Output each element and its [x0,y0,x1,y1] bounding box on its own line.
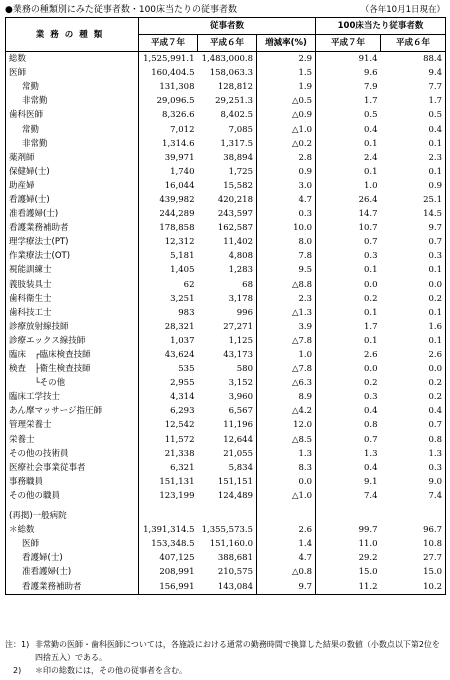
row-value: 1.7 [381,94,446,108]
row-value: 8.9 [257,390,316,404]
row-value: 1,483,000.8 [198,52,257,67]
row-label: 准看護婦(士) [6,565,139,579]
row-value: 9.6 [363,68,378,79]
row-value: 3,960 [198,390,257,404]
row-value: 1.9 [257,80,316,94]
row-value: 2.9 [257,52,316,67]
row-value: 131,308 [159,82,195,93]
row-value: 29.2 [358,553,378,564]
row-label: 看護業務補助者 [6,579,139,594]
row-value: 0.9 [381,179,446,193]
row-value: 0.3 [381,461,446,475]
row-label: 看護婦(士) [6,193,139,207]
row-label: 非常勤 [6,137,139,151]
row-value: 8.0 [257,235,316,249]
column-header-job-type: 業務の種類 [6,18,139,52]
subheader-h7: 平成７年 [139,35,198,52]
row-value: 0.3 [257,207,316,221]
row-value: 244,289 [159,209,195,220]
row-value: 151,151 [198,475,257,489]
row-value: 1,317.5 [198,137,257,151]
row-value: △1.3 [257,306,316,320]
row-value: 178,858 [159,223,195,234]
row-value: △8.5 [257,433,316,447]
row-value: 8,402.5 [198,108,257,122]
table-row [6,122,446,136]
row-value: 0.9 [257,165,316,179]
group-header-staff: 従事者数 [139,18,316,35]
table-row [6,235,446,249]
row-value: 156,991 [139,579,198,594]
row-value: 9.1 [363,476,378,487]
row-value: 0.2 [381,292,446,306]
row-value: 1,391,314.5 [143,525,195,536]
row-label: 医療社会事業従事者 [6,461,139,475]
row-label: 看護業務補助者 [6,221,139,235]
row-label: その他の技術員 [6,447,139,461]
row-value: 16,044 [164,180,195,191]
row-value: △8.8 [257,278,316,292]
row-value: 0.4 [363,124,378,135]
row-value: 11.0 [358,539,378,550]
table-row [6,193,446,207]
row-value: 143,084 [198,579,257,594]
row-label: 保健婦(士) [6,165,139,179]
table-row [6,433,446,447]
row-value: 1.0 [257,348,316,362]
row-value: 29,096.5 [156,96,195,107]
row-value: 388,681 [198,551,257,565]
row-value: 12,312 [164,237,195,248]
table-row [6,137,446,151]
row-label: ＊総数 [6,523,139,537]
row-label: 准看護婦(士) [6,207,139,221]
row-label: 理学療法士(PT) [6,235,139,249]
row-label: 医師 [6,66,139,80]
row-value: 4.7 [257,551,316,565]
row-value: 9.0 [381,475,446,489]
row-value: 123,199 [159,490,195,501]
table-row [6,306,446,320]
row-label: 診療放射線技師 [6,320,139,334]
row-value: 3,178 [198,292,257,306]
row-value: 1,355,573.5 [198,523,257,537]
table-row [6,80,446,94]
row-label: 総数 [6,52,139,67]
row-value: 21,338 [164,448,195,459]
row-value: 0.1 [363,166,378,177]
row-value: 10.2 [381,579,446,594]
row-value: 0.4 [363,462,378,473]
row-value: 0.1 [381,165,446,179]
row-value: 243,597 [198,207,257,221]
table-row [6,348,446,362]
row-value: 7.7 [381,80,446,94]
row-value: 580 [198,362,257,376]
row-value: 208,991 [159,567,195,578]
table-row [6,475,446,489]
row-value: 7.9 [363,82,378,93]
row-value: 0.7 [363,237,378,248]
row-value: 21,055 [198,447,257,461]
table-title: ●業務の種類別にみた従事者数・100床当たりの従事者数 [5,5,238,15]
row-value: 25.1 [381,193,446,207]
row-label: あん摩マッサージ指圧師 [6,404,139,418]
row-value: 2.6 [381,348,446,362]
row-value: 0.1 [363,138,378,149]
row-value: △1.0 [257,489,316,503]
table-row [6,551,446,565]
row-value: 0.5 [381,108,446,122]
row-value: 8,326.6 [162,110,195,121]
row-value: 0.1 [381,137,446,151]
row-label: 歯科技工士 [6,306,139,320]
table-row [6,523,446,537]
row-label: 医師 [6,537,139,551]
row-value: 99.7 [358,525,378,536]
table-row [6,151,446,165]
row-value: 1,405 [170,265,195,276]
row-value: 0.0 [363,279,378,290]
row-value: 0.3 [363,392,378,403]
row-label: 助産婦 [6,179,139,193]
row-value: 0.3 [381,249,446,263]
subheader-h6: 平成６年 [198,35,257,52]
row-value: 2.8 [257,151,316,165]
row-label: 薬剤師 [6,151,139,165]
row-value: 11,402 [198,235,257,249]
row-value: 6,293 [170,406,195,417]
row-value: 2.3 [381,151,446,165]
row-value: 9.7 [381,221,446,235]
row-value: 1.3 [381,447,446,461]
table-row [6,334,446,348]
row-value: 68 [198,278,257,292]
row-value: 0.3 [363,251,378,262]
table-row [6,278,446,292]
row-value: 0.5 [363,110,378,121]
row-value: 29,251.3 [198,94,257,108]
table-row [6,94,446,108]
row-value: 1,525,991.1 [143,54,195,65]
subsection-row [6,509,446,523]
row-value: 0.0 [381,278,446,292]
staff-table [5,17,446,595]
row-value: 15,582 [198,179,257,193]
row-value: 2.6 [257,523,316,537]
row-value: 9.5 [257,263,316,277]
note-1: 注：1) 非常勤の医師・歯科医師については，各施設における通常の勤務時間で換算した結果の数値（小数点以下第2位を四捨五入）である。 [5,640,440,662]
row-value: 10.0 [257,221,316,235]
date-note: （各年10月1日現在） [360,5,445,15]
row-label: 管理栄養士 [6,418,139,432]
row-value: 0.4 [381,404,446,418]
row-label: └その他 [6,376,139,390]
row-value: 0.2 [363,293,378,304]
row-value: 1.4 [257,537,316,551]
row-value: 9.7 [257,579,316,594]
row-value: 1.3 [257,447,316,461]
table-row [6,579,446,594]
row-value: △0.2 [257,137,316,151]
table-row [6,165,446,179]
table-row [6,390,446,404]
row-value: 2.4 [363,152,378,163]
table-row [6,404,446,418]
row-label: 常勤 [6,122,139,136]
subsection-title: (再掲)一般病院 [6,509,139,523]
row-value: 983 [178,307,195,318]
table-row [6,565,446,579]
row-value: 0.8 [381,433,446,447]
row-value: 0.2 [381,376,446,390]
row-value: △1.0 [257,122,316,136]
row-value: 7,085 [198,122,257,136]
table-row [6,320,446,334]
row-value: 0.2 [381,390,446,404]
row-value: 0.0 [381,362,446,376]
subheader-h7-per100: 平成７年 [316,35,381,52]
row-value: 10.8 [381,537,446,551]
row-value: 3.0 [257,179,316,193]
row-value: 0.1 [381,334,446,348]
row-label: 事務職員 [6,475,139,489]
row-value: 0.4 [381,122,446,136]
row-value: 43,173 [198,348,257,362]
row-label: 歯科医師 [6,108,139,122]
row-value: 407,125 [159,553,195,564]
row-label: 栄養士 [6,433,139,447]
row-value: 43,624 [164,350,195,361]
row-value: △0.5 [257,94,316,108]
row-value: 5,834 [198,461,257,475]
row-label: 義肢装具士 [6,278,139,292]
row-value: 151,160.0 [198,537,257,551]
row-label: 看護婦(士) [6,551,139,565]
row-value: 62 [183,279,195,290]
row-value: 39,971 [164,152,195,163]
row-value: 88.4 [381,52,446,67]
table-row [6,249,446,263]
row-value: 11,572 [164,434,195,445]
row-value: 9.4 [381,66,446,80]
row-value: 7,012 [170,124,195,135]
row-value: 0.0 [257,475,316,489]
subheader-h6-per100: 平成６年 [381,35,446,52]
row-value: 158,063.3 [198,66,257,80]
row-value: 6,567 [198,404,257,418]
row-value: 1,725 [198,165,257,179]
row-value: 27,271 [198,320,257,334]
row-value: 7.8 [257,249,316,263]
row-value: 15.0 [381,565,446,579]
row-value: 0.2 [363,378,378,389]
table-row [6,263,446,277]
group-header-per100: 100床当たり従事者数 [316,18,446,35]
row-value: 12,644 [198,433,257,447]
row-value: 2,955 [170,378,195,389]
notes [5,638,447,677]
row-value: △7.8 [257,334,316,348]
table-row [6,52,446,67]
row-value: 8.3 [257,461,316,475]
subheader-change: 増減率(%) [257,35,316,52]
row-value: 4.7 [257,193,316,207]
row-label: その他の職員 [6,489,139,503]
row-value: 1.5 [257,66,316,80]
row-label: 常勤 [6,80,139,94]
row-value: 7.4 [381,489,446,503]
row-value: 1.6 [381,320,446,334]
row-value: 26.4 [358,194,378,205]
row-value: 160,404.5 [151,68,195,79]
row-label: 検査 ├衛生検査技師 [6,362,139,376]
row-value: 0.1 [381,306,446,320]
header [5,3,445,17]
row-value: △4.2 [257,404,316,418]
row-value: 0.8 [363,420,378,431]
row-value: 4,314 [170,392,195,403]
row-value: 1,314.6 [162,138,195,149]
row-value: 12,542 [164,420,195,431]
row-label: 臨床工学技士 [6,390,139,404]
row-value: 0.1 [363,307,378,318]
row-value: 153,348.5 [151,539,195,550]
row-value: 14.5 [381,207,446,221]
row-value: 3,152 [198,376,257,390]
row-value: 1.0 [363,180,378,191]
row-value: 27.7 [381,551,446,565]
row-value: 4,808 [198,249,257,263]
row-value: 0.7 [381,235,446,249]
row-value: 28,321 [164,321,195,332]
row-value: 1,283 [198,263,257,277]
row-value: 151,131 [159,476,195,487]
row-value: 1,037 [170,335,195,346]
row-value: 1,740 [170,166,195,177]
row-value: 0.7 [381,418,446,432]
row-value: △0.9 [257,108,316,122]
table-row [6,376,446,390]
row-value: 11,196 [198,418,257,432]
row-value: 12.0 [257,418,316,432]
row-value: 996 [198,306,257,320]
table-row [6,418,446,432]
row-value: 162,587 [198,221,257,235]
table-row [6,207,446,221]
row-value: 10.7 [358,223,378,234]
row-value: 0.1 [381,263,446,277]
row-value: △7.8 [257,362,316,376]
table-row [6,179,446,193]
row-value: 96.7 [381,523,446,537]
row-value: 2.3 [257,292,316,306]
row-value: 0.7 [363,434,378,445]
row-value: 128,812 [198,80,257,94]
table-row [6,108,446,122]
row-value: 3.9 [257,320,316,334]
table-row [6,489,446,503]
row-value: 0.0 [363,364,378,375]
row-value: 535 [178,364,195,375]
row-label: 作業療法士(OT) [6,249,139,263]
row-value: 15.0 [358,567,378,578]
table-row [6,461,446,475]
row-label: 診療エックス線技師 [6,334,139,348]
row-label: 臨床 ┌臨床検査技師 [6,348,139,362]
table-body [6,52,446,595]
row-value: 1.7 [363,96,378,107]
row-value: 91.4 [358,54,378,65]
row-value: 439,982 [159,194,195,205]
row-label: 視能訓練士 [6,263,139,277]
table-row [6,447,446,461]
table-row [6,66,446,80]
row-value: 124,489 [198,489,257,503]
row-value: △0.8 [257,565,316,579]
row-value: 11.2 [316,579,381,594]
row-value: △6.3 [257,376,316,390]
row-value: 210,575 [198,565,257,579]
row-value: 0.1 [363,335,378,346]
table-row [6,292,446,306]
table-row [6,537,446,551]
row-value: 38,894 [198,151,257,165]
table-row [6,221,446,235]
note-2: 2) ＊印の総数には，その他の従事者を含む。 [13,666,187,675]
row-value: 2.6 [363,350,378,361]
row-value: 14.7 [358,209,378,220]
row-value: 5,181 [170,251,195,262]
row-value: 420,218 [198,193,257,207]
row-label: 非常勤 [6,94,139,108]
row-value: 0.1 [363,265,378,276]
row-value: 6,321 [170,462,195,473]
row-label: 歯科衛生士 [6,292,139,306]
row-value: 3,251 [170,293,195,304]
row-value: 1.7 [363,321,378,332]
row-value: 0.4 [363,406,378,417]
row-value: 7.4 [363,490,378,501]
row-value: 1.3 [363,448,378,459]
row-value: 1,125 [198,334,257,348]
table-row [6,362,446,376]
